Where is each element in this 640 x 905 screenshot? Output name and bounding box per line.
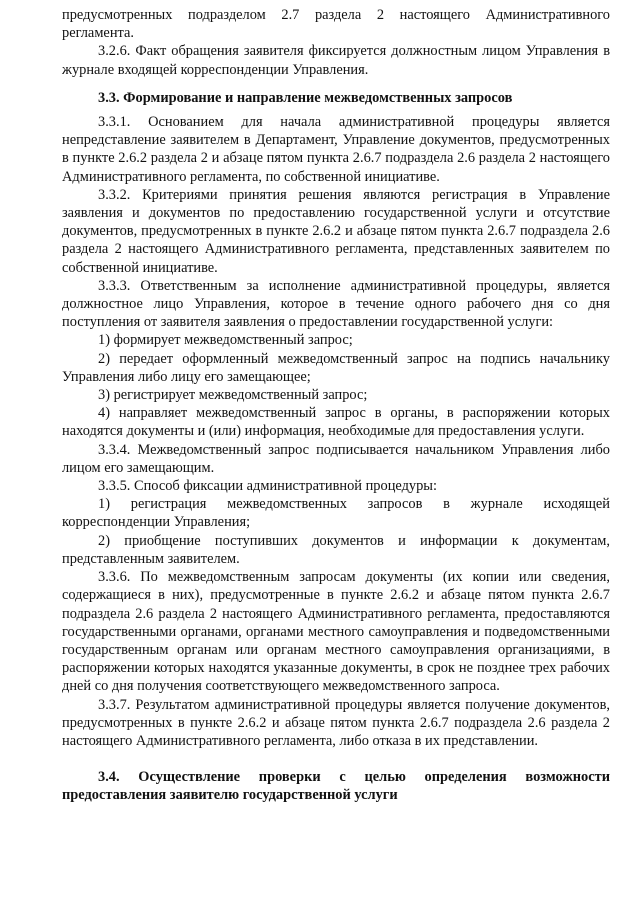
lead-paragraph: предусмотренных подразделом 2.7 раздела 2 настоящего Административного регламента. — [62, 7, 610, 42]
list-item-3-3-5-2: 2) приобщение поступивших документов и информации к документам, представленным заявителем. — [62, 532, 610, 567]
document-page — [62, 6, 610, 805]
list-item-3-3-3-4: 4) направляет межведомственный запрос в органы, в распоряжении которых находятся документы и (или) информация, необходимые для предоставления услуги. — [62, 405, 610, 440]
paragraph-3-3-3: 3.3.3. Ответственным за исполнение административной процедуры, является должностное лицо Управления, которое в течение одного рабочего дня со дня поступления от заявителя заявления о предоставлении государственной услуги: — [62, 277, 610, 331]
section-heading-3-4: 3.4. Осуществление проверки с целью определения возможности предоставления заявителю государственной услуги — [62, 769, 610, 804]
paragraph-3-3-2: 3.3.2. Критериями принятия решения являются регистрация в Управление заявления и документов по предоставлению государственной услуги и отсутствие документов, предусмотренных в пункте 2.6.2 и абзаце пятом пункта 2.6.7 подраздела 2.6 раздела 2 настоящего Административного регламента, представленных заявителем по собственной инициативе. — [62, 186, 610, 276]
list-item-3-3-5-1: 1) регистрация межведомственных запросов в журнале исходящей корреспонденции Управления; — [62, 496, 610, 531]
paragraph-3-2-6: 3.2.6. Факт обращения заявителя фиксируется должностным лицом Управления в журнале входящей корреспонденции Управления. — [62, 43, 610, 78]
list-item-3-3-3-1: 1) формирует межведомственный запрос; — [98, 332, 353, 349]
paragraph-3-3-4: 3.3.4. Межведомственный запрос подписывается начальником Управления либо лицом его замещающим. — [62, 441, 610, 476]
paragraph-3-3-6: 3.3.6. По межведомственным запросам документы (их копии или сведения, содержащиеся в них), предусмотренные в пункте 2.6.2 и абзаце пятом пункта 2.6.7 подраздела 2.6 раздела 2 настоящего Административного регламента, предоставляются государственными органами, органами местного самоуправления и подведомственными государственным органам или органам местного самоуправления организациями, в распоряжении которых находятся указанные документы, в срок не позднее трех рабочих дней со дня получения соответствующего межведомственного запроса. — [62, 569, 610, 695]
paragraph-3-3-5: 3.3.5. Способ фиксации административной процедуры: — [98, 478, 437, 495]
paragraph-3-3-1: 3.3.1. Основанием для начала административной процедуры является непредставление заявителем в Департамент, Управление документов, предусмотренных в пункте 2.6.2 раздела 2 и абзаце пятом пункта 2.6.7 подраздела 2.6 раздела 2 настоящего Административного регламента, по собственной инициативе. — [62, 114, 610, 185]
section-heading-3-3: 3.3. Формирование и направление межведомственных запросов — [98, 89, 513, 106]
list-item-3-3-3-3: 3) регистрирует межведомственный запрос; — [98, 387, 368, 404]
list-item-3-3-3-2: 2) передает оформленный межведомственный запрос на подпись начальнику Управления либо лицу его замещающее; — [62, 350, 610, 385]
paragraph-3-3-7: 3.3.7. Результатом административной процедуры является получение документов, предусмотренных в пункте 2.6.2 и абзаце пятом пункта 2.6.7 подраздела 2.6 раздела 2 настоящего Административного регламента, либо отказа в их представлении. — [62, 696, 610, 749]
